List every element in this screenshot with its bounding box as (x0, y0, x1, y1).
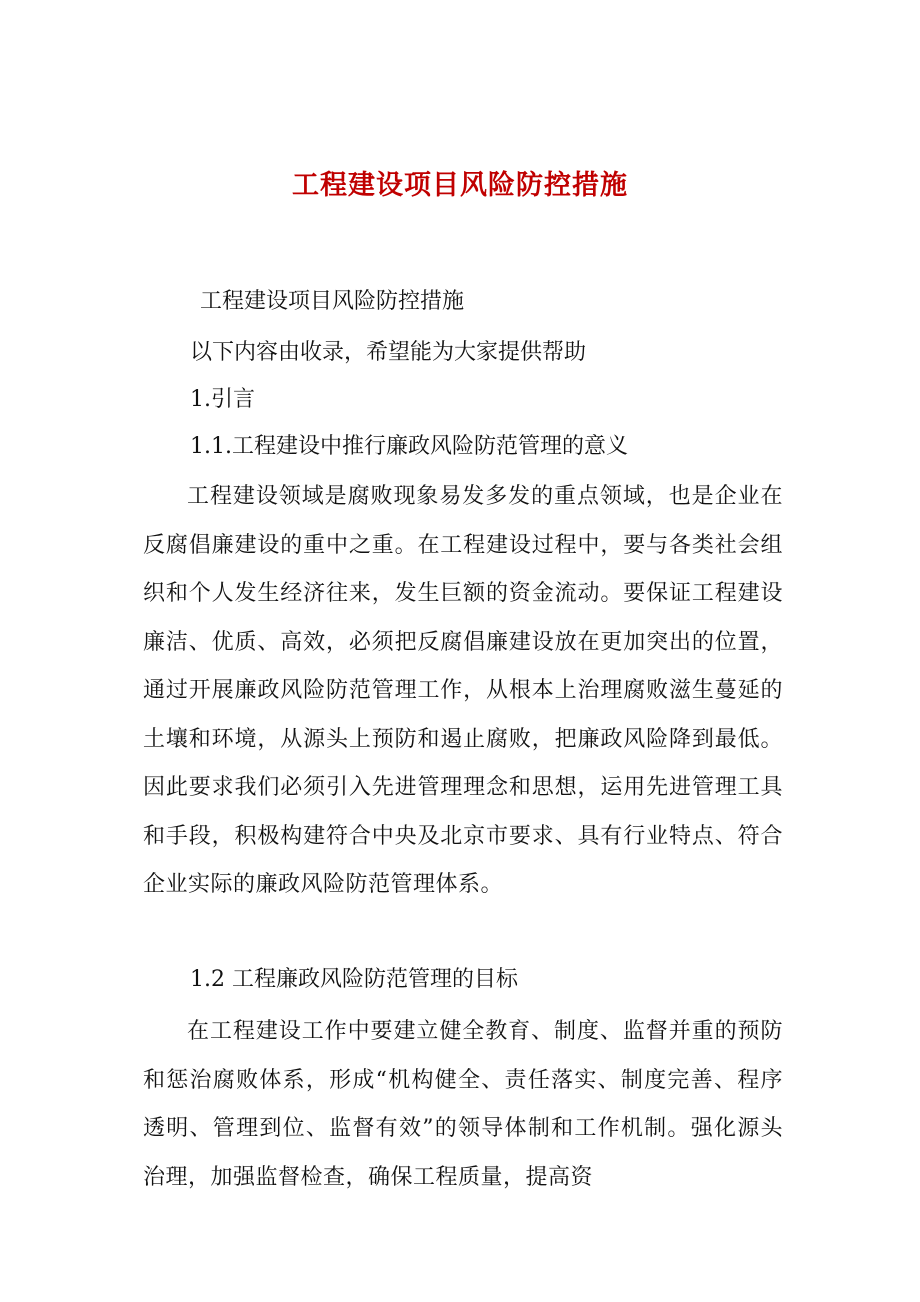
section-heading-1-2: 1.2 工程廉政风险防范管理的目标 (190, 967, 518, 992)
intro-line: 以下内容由收录，希望能为大家提供帮助 (190, 340, 587, 365)
section-heading-1: 1.引言 (190, 387, 255, 412)
section-paragraph-1-2: 在工程建设工作中要建立健全教育、制度、监督并重的预防和惩治腐败体系，形成“机构健全、责任落实、制度完善、程序透明、管理到位、监督有效”的领导体制和工作机制。强化源头治理，加强监督检查，确保工程质量，提高资 (143, 1019, 783, 1190)
document-subtitle: 工程建设项目风险防控措施 (200, 289, 465, 314)
section-paragraph-1-1: 工程建设领域是腐败现象易发多发的重点领域，也是企业在反腐倡廉建设的重中之重。在工程建设过程中，要与各类社会组织和个人发生经济往来，发生巨额的资金流动。要保证工程建设廉洁、优质、高效，必须把反腐倡廉建设放在更加突出的位置，通过开展廉政风险防范管理工作，从根本上治理腐败滋生蔓延的土壤和环境，从源头上预防和遏止腐败，把廉政风险降到最低。因此要求我们必须引入先进管理理念和思想，运用先进管理工具和手段，积极构建符合中央及北京市要求、具有行业特点、符合企业实际的廉政风险防范管理体系。 (143, 484, 783, 897)
section-heading-1-1: 1.1.工程建设中推行廉政风险防范管理的意义 (190, 434, 628, 459)
document-title: 工程建设项目风险防控措施 (292, 170, 628, 201)
